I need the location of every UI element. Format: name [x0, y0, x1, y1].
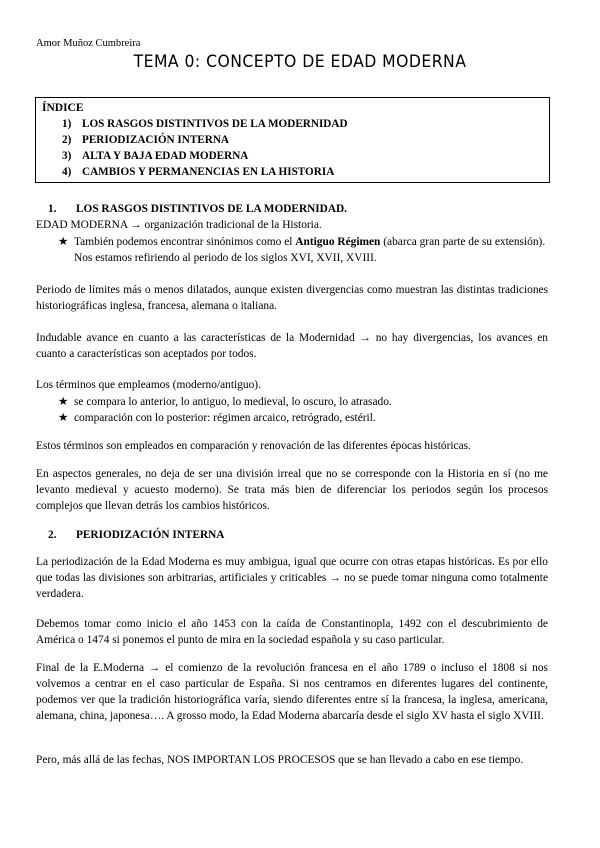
- paragraph: En aspectos generales, no deja de ser una división irreal que no se corresponde con la Historia en sí (no me levanto medieval y acuesto moderno). Se trata más bien de diferenciar los periodos según los procesos complejos que llevan detrás los cambios históricos.: [36, 468, 548, 512]
- index-item: 1) LOS RASGOS DISTINTIVOS DE LA MODERNIDAD: [62, 118, 348, 130]
- section-1-line: EDAD MODERNA → organización tradicional de la Historia.: [36, 219, 322, 231]
- paragraph: Indudable avance en cuanto a las características de la Modernidad → no hay divergencias, los avances en cuanto a características son aceptados por todos.: [36, 332, 548, 360]
- paragraph: Periodo de límites más o menos dilatados, aunque existen divergencias como muestran las distintas tradiciones historiográficas inglesa, francesa, alemana o italiana.: [36, 284, 548, 312]
- index-item: 4) CAMBIOS Y PERMANENCIAS EN LA HISTORIA: [62, 166, 335, 178]
- author-name: Amor Muñoz Cumbreira: [36, 38, 141, 49]
- index-item: 2) PERIODIZACIÓN INTERNA: [62, 134, 230, 146]
- star-bullet-icon: ★: [58, 412, 69, 424]
- index-heading: ÍNDICE: [42, 102, 84, 114]
- paragraph: Final de la E.Moderna → el comienzo de la revolución francesa en el año 1789 o incluso el 1808 si nos volvemos a centrar en el caso particular de España. Si nos centramos en diferentes lugares del continente, podemos ver que la tradición historiográfica varía, siendo diferentes entre sí la francesa, la inglesa, americana, alemana, china, japonesa…. A grosso modo, la Edad Moderna abarcaría desde el siglo XV hasta el siglo XVIII.: [36, 662, 548, 722]
- bullet-item: ★ se compara lo anterior, lo antiguo, lo medieval, lo oscuro, lo atrasado.: [58, 396, 392, 408]
- paragraph: Los términos que empleamos (moderno/antiguo).: [36, 379, 261, 391]
- star-bullet-icon: ★: [58, 236, 69, 248]
- paragraph: Estos términos son empleados en comparación y renovación de las diferentes épocas históricas.: [36, 440, 471, 452]
- section-2-heading: 2. PERIODIZACIÓN INTERNA: [48, 529, 225, 541]
- bullet-item: ★ También podemos encontrar sinónimos como el Antiguo Régimen (abarca gran parte de su extensión). Nos estamos refiriendo al periodo de los siglos XVI, XVII, XVIII.: [58, 236, 546, 264]
- section-1-heading: 1. LOS RASGOS DISTINTIVOS DE LA MODERNIDAD.: [48, 203, 347, 215]
- paragraph: Debemos tomar como inicio el año 1453 con la caída de Constantinopla, 1492 con el descubrimiento de América o 1474 si ponemos el punto de mira en la sociedad española y su caso particular.: [36, 618, 548, 646]
- paragraph: Pero, más allá de las fechas, NOS IMPORTAN LOS PROCESOS que se han llevado a cabo en ese tiempo.: [36, 754, 524, 766]
- index-list: [62, 116, 348, 180]
- bullet-item: ★ comparación con lo posterior: régimen arcaico, retrógrado, estéril.: [58, 412, 376, 424]
- index-box: [35, 97, 550, 183]
- star-bullet-icon: ★: [58, 396, 69, 408]
- page-title: TEMA 0: CONCEPTO DE EDAD MODERNA: [133, 52, 467, 72]
- index-item: 3) ALTA Y BAJA EDAD MODERNA: [62, 150, 249, 162]
- paragraph: La periodización de la Edad Moderna es muy ambigua, igual que ocurre con otras etapas históricas. Es por ello que todas las divisiones son arbitrarias, artificiales y criticables → no se puede tomar ninguna como totalmente verdadera.: [36, 556, 548, 600]
